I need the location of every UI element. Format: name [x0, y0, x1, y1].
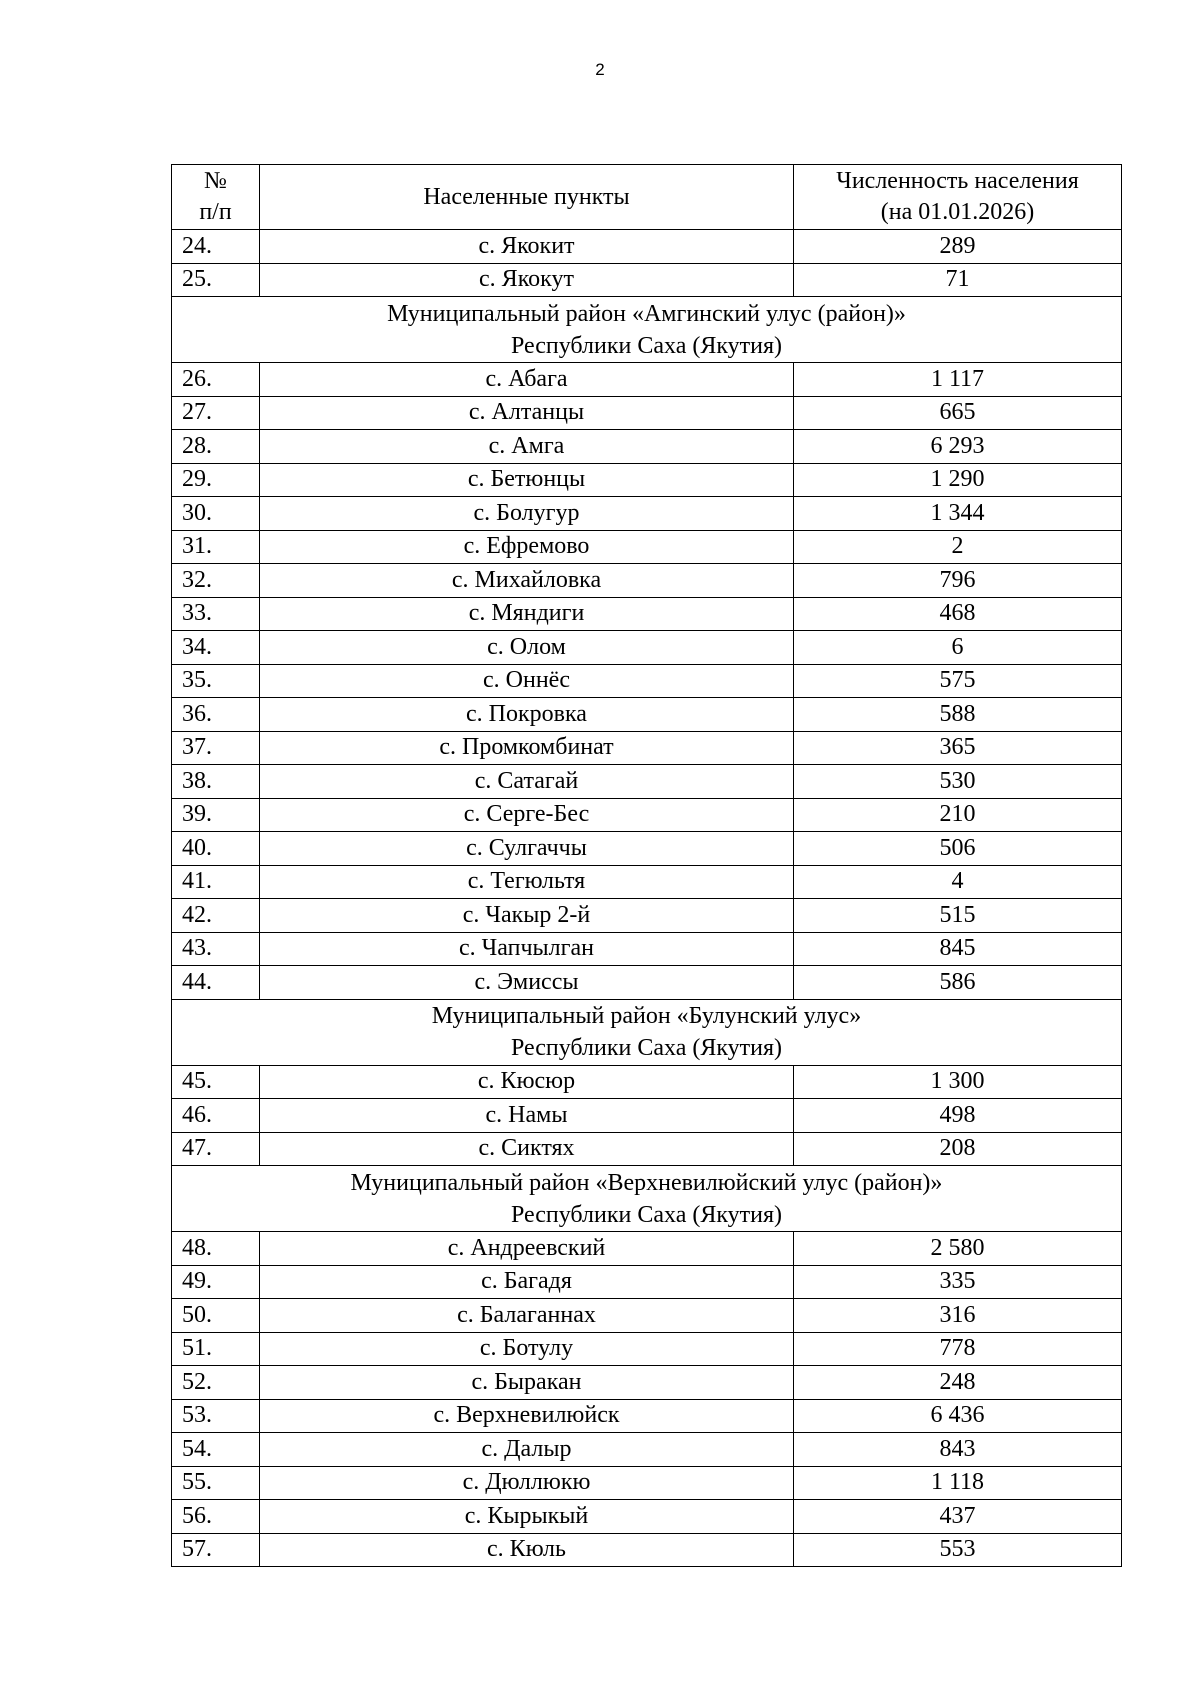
row-number-cell: 54. — [172, 1433, 260, 1467]
population-cell: 506 — [794, 832, 1122, 866]
row-number-cell: 47. — [172, 1132, 260, 1166]
population-cell: 586 — [794, 966, 1122, 1000]
district-title-line1: Муниципальный район «Амгинский улус (район)» — [387, 300, 906, 327]
row-number-cell: 49. — [172, 1265, 260, 1299]
row-number-cell: 35. — [172, 664, 260, 698]
table-row — [172, 1099, 1122, 1133]
population-cell: 2 580 — [794, 1232, 1122, 1266]
settlement-name-cell: с. Далыр — [260, 1433, 794, 1467]
settlement-name-cell: с. Кырыкый — [260, 1500, 794, 1534]
table-body — [172, 230, 1122, 1567]
row-number-cell: 27. — [172, 396, 260, 430]
table-row — [172, 966, 1122, 1000]
table-row — [172, 564, 1122, 598]
row-number-cell: 44. — [172, 966, 260, 1000]
table-row — [172, 430, 1122, 464]
row-number-cell: 31. — [172, 530, 260, 564]
population-cell: 335 — [794, 1265, 1122, 1299]
table-row — [172, 1065, 1122, 1099]
row-number-cell: 32. — [172, 564, 260, 598]
settlement-name-cell: с. Чапчылган — [260, 932, 794, 966]
table-row — [172, 1299, 1122, 1333]
header-settlement: Населенные пункты — [260, 165, 794, 230]
population-cell: 575 — [794, 664, 1122, 698]
population-cell: 6 436 — [794, 1399, 1122, 1433]
row-number-cell: 38. — [172, 765, 260, 799]
table-row — [172, 664, 1122, 698]
row-number-cell: 30. — [172, 497, 260, 531]
district-header-row — [172, 1166, 1122, 1232]
population-cell: 316 — [794, 1299, 1122, 1333]
table-row — [172, 1500, 1122, 1534]
table-row — [172, 1399, 1122, 1433]
table-row — [172, 1433, 1122, 1467]
table-row — [172, 263, 1122, 297]
table-row — [172, 832, 1122, 866]
row-number-cell: 56. — [172, 1500, 260, 1534]
settlement-name-cell: с. Быракан — [260, 1366, 794, 1400]
settlement-name-cell: с. Промкомбинат — [260, 731, 794, 765]
district-title — [172, 1166, 1122, 1232]
population-cell: 1 290 — [794, 463, 1122, 497]
settlement-name-cell: с. Сулгаччы — [260, 832, 794, 866]
settlement-name-cell: с. Болугур — [260, 497, 794, 531]
population-cell: 208 — [794, 1132, 1122, 1166]
header-population-line2: (на 01.01.2026) — [880, 199, 1035, 225]
row-number-cell: 45. — [172, 1065, 260, 1099]
row-number-cell: 55. — [172, 1466, 260, 1500]
population-cell: 1 344 — [794, 497, 1122, 531]
settlement-name-cell: с. Сатагай — [260, 765, 794, 799]
settlement-name-cell: с. Амга — [260, 430, 794, 464]
population-cell: 530 — [794, 765, 1122, 799]
row-number-cell: 43. — [172, 932, 260, 966]
settlement-name-cell: с. Алтанцы — [260, 396, 794, 430]
population-cell: 1 118 — [794, 1466, 1122, 1500]
district-title-line2: Республики Саха (Якутия) — [510, 1035, 783, 1061]
settlement-name-cell: с. Тегюльтя — [260, 865, 794, 899]
district-title-line2: Республики Саха (Якутия) — [510, 1201, 783, 1228]
table-row — [172, 396, 1122, 430]
population-cell: 6 — [794, 631, 1122, 665]
population-cell: 6 293 — [794, 430, 1122, 464]
table-row — [172, 1232, 1122, 1266]
table-row — [172, 631, 1122, 665]
population-table — [171, 164, 1122, 1567]
row-number-cell: 36. — [172, 698, 260, 732]
settlement-name-cell: с. Якокут — [260, 263, 794, 297]
settlement-name-cell: с. Эмиссы — [260, 966, 794, 1000]
table-row — [172, 1265, 1122, 1299]
settlement-name-cell: с. Верхневилюйск — [260, 1399, 794, 1433]
settlement-name-cell: с. Ефремово — [260, 530, 794, 564]
district-title-line2: Республики Саха (Якутия) — [510, 332, 783, 359]
table-row — [172, 1466, 1122, 1500]
header-number-line2: п/п — [199, 199, 232, 225]
table-row — [172, 1533, 1122, 1567]
row-number-cell: 29. — [172, 463, 260, 497]
settlement-name-cell: с. Серге-Бес — [260, 798, 794, 832]
settlement-name-cell: с. Багадя — [260, 1265, 794, 1299]
settlement-name-cell: с. Покровка — [260, 698, 794, 732]
settlement-name-cell: с. Абага — [260, 363, 794, 397]
header-population — [794, 165, 1122, 230]
district-title-line1: Муниципальный район «Верхневилюйский улус (район)» — [350, 1169, 943, 1196]
row-number-cell: 34. — [172, 631, 260, 665]
row-number-cell: 51. — [172, 1332, 260, 1366]
settlement-name-cell: с. Дюллюкю — [260, 1466, 794, 1500]
population-cell: 515 — [794, 899, 1122, 933]
district-header-row — [172, 999, 1122, 1065]
population-cell: 289 — [794, 230, 1122, 264]
population-cell: 2 — [794, 530, 1122, 564]
table-row — [172, 698, 1122, 732]
row-number-cell: 24. — [172, 230, 260, 264]
header-number — [172, 165, 260, 230]
settlement-name-cell: с. Бетюнцы — [260, 463, 794, 497]
settlement-name-cell: с. Кюсюр — [260, 1065, 794, 1099]
table-row — [172, 1132, 1122, 1166]
table-row — [172, 1366, 1122, 1400]
table-row — [172, 798, 1122, 832]
population-cell: 796 — [794, 564, 1122, 598]
population-cell: 588 — [794, 698, 1122, 732]
table-row — [172, 463, 1122, 497]
row-number-cell: 40. — [172, 832, 260, 866]
table-row — [172, 497, 1122, 531]
population-cell: 365 — [794, 731, 1122, 765]
row-number-cell: 48. — [172, 1232, 260, 1266]
settlement-name-cell: с. Мяндиги — [260, 597, 794, 631]
row-number-cell: 57. — [172, 1533, 260, 1567]
row-number-cell: 28. — [172, 430, 260, 464]
table-row — [172, 230, 1122, 264]
district-title — [172, 999, 1122, 1065]
settlement-name-cell: с. Оннёс — [260, 664, 794, 698]
table-row — [172, 731, 1122, 765]
population-cell: 665 — [794, 396, 1122, 430]
population-cell: 845 — [794, 932, 1122, 966]
population-cell: 843 — [794, 1433, 1122, 1467]
settlement-name-cell: с. Олом — [260, 631, 794, 665]
table-row — [172, 932, 1122, 966]
table-header — [172, 165, 1122, 230]
row-number-cell: 46. — [172, 1099, 260, 1133]
row-number-cell: 33. — [172, 597, 260, 631]
table-row — [172, 363, 1122, 397]
table-row — [172, 597, 1122, 631]
table-row — [172, 899, 1122, 933]
settlement-name-cell: с. Якокит — [260, 230, 794, 264]
population-cell: 437 — [794, 1500, 1122, 1534]
row-number-cell: 50. — [172, 1299, 260, 1333]
table-row — [172, 865, 1122, 899]
header-population-line1: Численность населения — [836, 168, 1079, 194]
population-cell: 468 — [794, 597, 1122, 631]
settlement-name-cell: с. Андреевский — [260, 1232, 794, 1266]
population-cell: 498 — [794, 1099, 1122, 1133]
settlement-name-cell: с. Сиктях — [260, 1132, 794, 1166]
population-cell: 778 — [794, 1332, 1122, 1366]
settlement-name-cell: с. Намы — [260, 1099, 794, 1133]
settlement-name-cell: с. Балаганнах — [260, 1299, 794, 1333]
row-number-cell: 37. — [172, 731, 260, 765]
settlement-name-cell: с. Чакыр 2-й — [260, 899, 794, 933]
row-number-cell: 42. — [172, 899, 260, 933]
population-cell: 4 — [794, 865, 1122, 899]
page-number: 2 — [595, 60, 605, 79]
table-row — [172, 765, 1122, 799]
table-row — [172, 1332, 1122, 1366]
settlement-name-cell: с. Кюль — [260, 1533, 794, 1567]
settlement-name-cell: с. Ботулу — [260, 1332, 794, 1366]
table-row — [172, 530, 1122, 564]
district-title-line1: Муниципальный район «Булунский улус» — [431, 1003, 862, 1029]
row-number-cell: 25. — [172, 263, 260, 297]
population-cell: 210 — [794, 798, 1122, 832]
population-cell: 553 — [794, 1533, 1122, 1567]
population-cell: 1 300 — [794, 1065, 1122, 1099]
population-cell: 71 — [794, 263, 1122, 297]
population-cell: 248 — [794, 1366, 1122, 1400]
row-number-cell: 39. — [172, 798, 260, 832]
settlement-name-cell: с. Михайловка — [260, 564, 794, 598]
row-number-cell: 52. — [172, 1366, 260, 1400]
row-number-cell: 26. — [172, 363, 260, 397]
district-title — [172, 297, 1122, 363]
district-header-row — [172, 297, 1122, 363]
population-cell: 1 117 — [794, 363, 1122, 397]
row-number-cell: 41. — [172, 865, 260, 899]
row-number-cell: 53. — [172, 1399, 260, 1433]
header-number-line1: № — [204, 168, 227, 194]
